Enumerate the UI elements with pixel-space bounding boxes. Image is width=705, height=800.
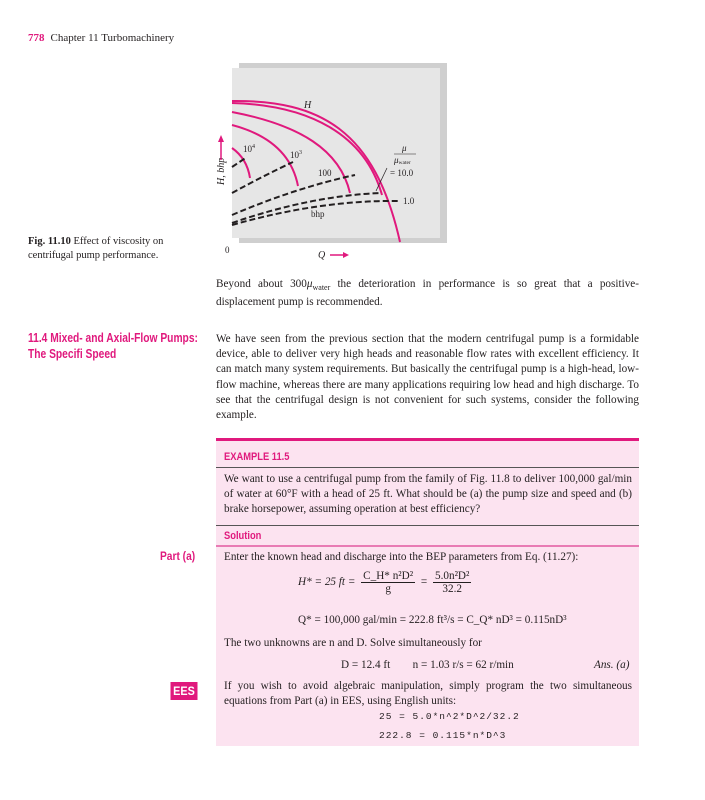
label-H: H: [304, 100, 312, 111]
page-number: 778: [28, 32, 45, 44]
label-1e4: $10^4$: [243, 144, 255, 154]
ees-badge: EES: [171, 682, 198, 700]
label-mu-water: μwater: [394, 155, 411, 166]
section-heading: 11.4 Mixed- and Axial-Flow Pumps: The Specifi Speed: [28, 331, 198, 361]
figure-caption: [28, 235, 203, 263]
answer-tag: Ans. (a): [594, 659, 630, 671]
caption-text: Effect of viscosity on centrifugal pump performance.: [28, 236, 164, 261]
paragraph-viscosity: Beyond about $300\mu_{water}$ the deterioration in performance is so great that a positive-displacement pump is recommended.: [216, 278, 639, 309]
divider: [216, 467, 639, 468]
y-axis-arrowhead: [218, 135, 224, 142]
example-problem: We want to use a centrifugal pump from the family of Fig. 11.8 to deliver 100,000 gal/min of water at 60°F with a head of 25 ft. What should be (a) the pump size and speed and (b) brake horsepower, assuming operation at best efficiency?: [224, 473, 632, 516]
chapter-title: Chapter 11 Turbomachinery: [50, 32, 175, 44]
y-axis-label: H, bhp: [216, 157, 227, 185]
unknowns-text: The two unknowns are n and D. Solve simultaneously for: [224, 637, 482, 649]
divider: [216, 545, 639, 547]
equation-discharge: Q* = 100,000 gal/min = 222.8 ft³/s = C_Q* nD³ = 0.115nD³: [298, 614, 567, 626]
x-axis-arrowhead: [343, 252, 349, 258]
divider: [216, 525, 639, 526]
running-header: [28, 32, 174, 44]
label-100: 100: [318, 168, 332, 178]
ees-code-line-2: 222.8 = 0.115*n*D^3: [379, 730, 507, 741]
ees-code-line-1: 25 = 5.0*n^2*D^2/32.2: [379, 711, 520, 722]
solution-intro: Enter the known head and discharge into the BEP parameters from Eq. (11.27):: [224, 551, 579, 563]
label-origin: 0: [225, 245, 230, 255]
viscosity-figure: [200, 60, 460, 265]
label-1-0: 1.0: [403, 196, 415, 206]
caption-label: Fig. 11.10: [28, 236, 71, 247]
label-eq-10: = 10.0: [390, 168, 414, 178]
x-axis-label: Q: [318, 250, 326, 261]
example-box: [216, 438, 639, 746]
paragraph-intro: We have seen from the previous section that the modern centrifugal pump is a formidable device, able to deliver very high heads and reasonable flow rates with excellent efficiency. It can match many system requirements. But basically the centrifugal pump is a high-head, low-flow machine, whereas there are many applications requiring low head and high discharge. To see that the centrifugal design is not convenient for such systems, consider the following example.: [216, 333, 639, 422]
label-mu: μ: [402, 143, 407, 153]
label-bhp: bhp: [311, 209, 325, 219]
example-title: EXAMPLE 11.5: [224, 451, 290, 463]
equation-head: H* = 25 ft = $\frac{\text{C\_H* n²D²}}{g}$ = $\frac{\text{5.0n²D²}}{32.2}$: [298, 570, 470, 595]
solution-heading: Solution: [224, 530, 262, 542]
answer: D = 12.4 ft n = 1.03 r/s = 62 r/min: [341, 659, 514, 671]
ees-text: If you wish to avoid algebraic manipulation, simply program the two simultaneous equations from Part (a) in EES, using English units:: [224, 680, 632, 708]
label-1e3: $10^3$: [290, 150, 302, 160]
part-a-label: Part (a): [160, 549, 196, 563]
